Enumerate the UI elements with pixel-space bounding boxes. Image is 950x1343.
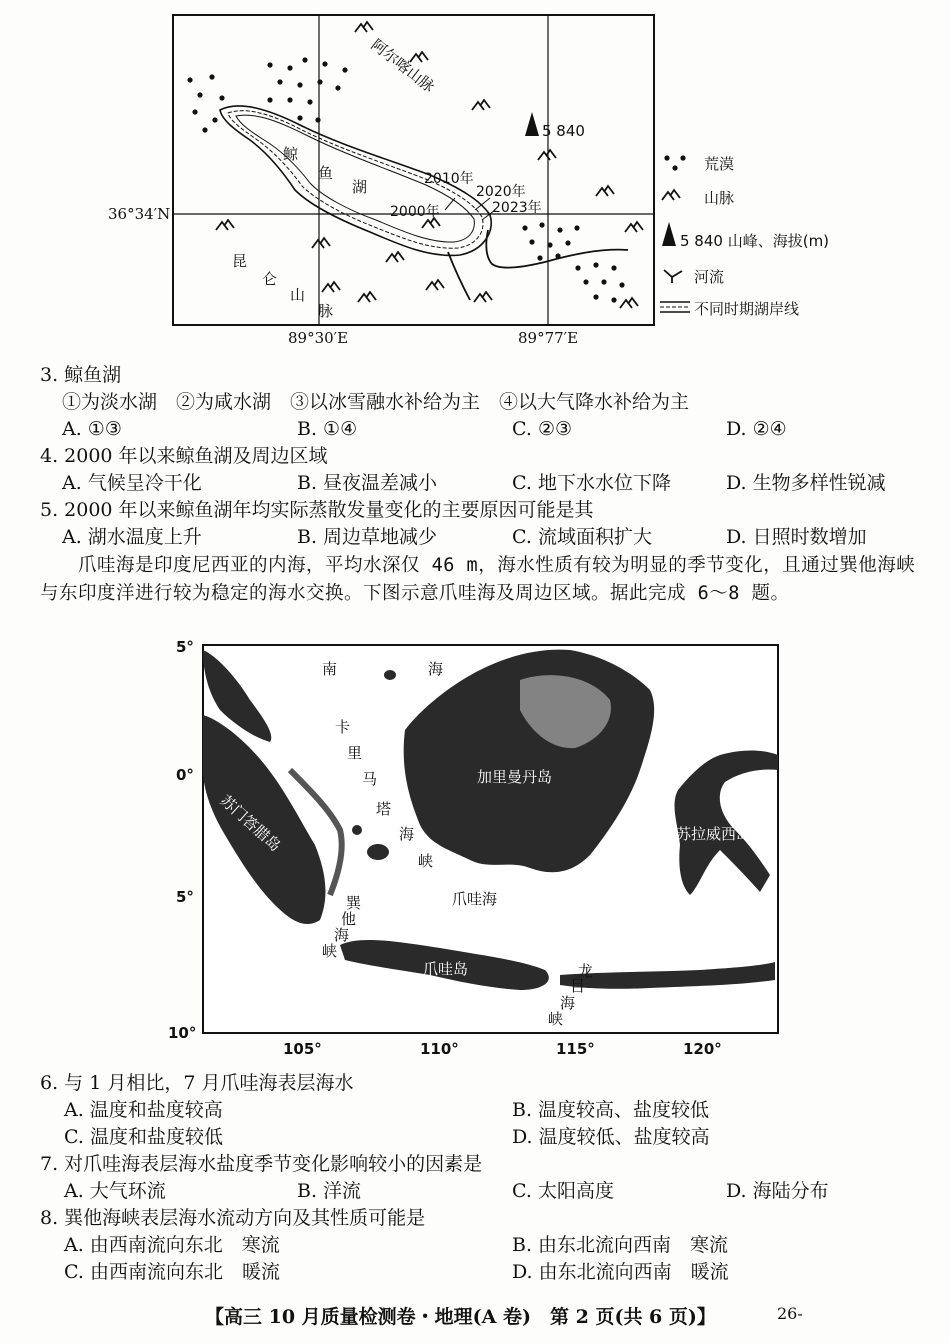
karimata-char-6: 峡 <box>418 852 434 870</box>
lombok-char-2: 目 <box>570 977 586 995</box>
q5-option-a[interactable]: A. 湖水温度上升 <box>62 526 202 548</box>
shoreline-2000-leader <box>445 198 455 210</box>
belitung-island <box>352 825 362 835</box>
mountain-symbols <box>216 22 643 308</box>
lon-label-115: 115° <box>556 1040 595 1058</box>
sulawesi-label: 苏拉威西岛 <box>676 825 752 843</box>
desert-dots-nw <box>187 57 347 132</box>
lon-label-1: 89°30′E <box>288 329 349 347</box>
q5-option-b[interactable]: B. 周边草地减少 <box>297 526 438 548</box>
q4-option-d[interactable]: D. 生物多样性锐减 <box>726 472 886 494</box>
q8-option-c[interactable]: C. 由西南流向东北 暖流 <box>64 1261 280 1283</box>
mountain-south-char-4: 脉 <box>318 302 334 320</box>
sumatra-label: 苏门答腊岛 <box>216 791 285 856</box>
q6-option-c[interactable]: C. 温度和盐度较低 <box>64 1126 223 1148</box>
q8-option-b[interactable]: B. 由东北流向西南 寒流 <box>512 1234 729 1256</box>
lat-label-10s: 10° <box>168 1024 197 1042</box>
q8-option-d[interactable]: D. 由东北流向西南 暖流 <box>512 1261 729 1283</box>
legend-desert-label: 荒漠 <box>704 155 735 173</box>
footer-title: 【高三 10 月质量检测卷・地理(A 卷) 第 2 页(共 6 页)】 <box>205 1306 716 1328</box>
q5-option-c[interactable]: C. 流域面积扩大 <box>512 526 652 548</box>
sunda-char-1: 巽 <box>346 894 362 912</box>
q3-option-c[interactable]: C. ②③ <box>512 418 573 440</box>
lat-label-5s: 5° <box>176 888 194 906</box>
desert-dots-se2 <box>575 262 624 302</box>
lombok-char-4: 峡 <box>548 1010 564 1028</box>
karimata-char-2: 里 <box>347 744 363 762</box>
lake-name-char-3: 湖 <box>352 178 368 196</box>
legend-desert-icon <box>664 155 685 170</box>
sunda-char-3: 海 <box>334 926 350 944</box>
legend-shoreline-icon <box>660 302 690 312</box>
lombok-char-3: 海 <box>560 994 576 1012</box>
legend-river-icon <box>664 270 682 283</box>
year-2023-label: 2023年 <box>492 200 542 216</box>
q3-stem: 3. 鲸鱼湖 <box>40 364 122 386</box>
peak-symbol <box>525 112 539 136</box>
lon-label-120: 120° <box>683 1040 722 1058</box>
year-2000-label: 2000年 <box>390 204 440 220</box>
legend-peak-icon <box>662 222 676 246</box>
year-2020-label: 2020年 <box>476 184 526 200</box>
lat-label-0: 0° <box>176 766 194 784</box>
q7-option-d[interactable]: D. 海陆分布 <box>726 1180 829 1202</box>
q4-stem: 4. 2000 年以来鲸鱼湖及周边区域 <box>40 445 328 467</box>
kalimantan-label: 加里曼丹岛 <box>477 768 553 786</box>
lake-map-svg <box>0 0 950 350</box>
karimata-char-4: 塔 <box>376 800 392 818</box>
south-sea-char-2: 海 <box>428 660 444 678</box>
q4-option-c[interactable]: C. 地下水水位下降 <box>512 472 671 494</box>
lon-label-2: 89°77′E <box>518 329 579 347</box>
lat-label-5n: 5° <box>176 638 194 656</box>
java-sea-label: 爪哇海 <box>452 890 498 908</box>
mountain-north-label: 阿尔喀山脉 <box>367 35 438 96</box>
q7-option-a[interactable]: A. 大气环流 <box>64 1180 166 1202</box>
lon-label-110: 110° <box>420 1040 459 1058</box>
lombok-char-1: 龙 <box>578 962 594 980</box>
bangka-island <box>367 844 389 860</box>
q7-stem: 7. 对爪哇海表层海水盐度季节变化影响较小的因素是 <box>40 1153 483 1175</box>
lon-label-105: 105° <box>283 1040 322 1058</box>
q6-option-a[interactable]: A. 温度和盐度较高 <box>64 1099 223 1121</box>
river-south <box>448 252 470 300</box>
south-sea-char-1: 南 <box>322 660 338 678</box>
q5-stem: 5. 2000 年以来鲸鱼湖年均实际蒸散发量变化的主要原因可能是其 <box>40 499 594 521</box>
q6-option-b[interactable]: B. 温度较高、盐度较低 <box>512 1099 710 1121</box>
q3-option-a[interactable]: A. ①③ <box>62 418 122 440</box>
natuna-island <box>384 670 396 680</box>
mountain-south-char-1: 昆 <box>232 252 248 270</box>
q8-stem: 8. 巽他海峡表层海水流动方向及其性质可能是 <box>40 1207 426 1229</box>
java-sea-map-svg <box>0 630 950 1060</box>
legend-mountain-icon <box>662 190 680 200</box>
sunda-char-2: 他 <box>341 910 357 928</box>
legend-shoreline-label: 不同时期湖岸线 <box>694 300 800 318</box>
java-label: 爪哇岛 <box>423 960 469 978</box>
q8-option-a[interactable]: A. 由西南流向东北 寒流 <box>64 1234 280 1256</box>
footer-code: 26- <box>777 1304 803 1323</box>
peak-label: 5 840 <box>542 122 585 140</box>
q3-option-b[interactable]: B. ①④ <box>297 418 358 440</box>
passage-java-sea: 爪哇海是印度尼西亚的内海，平均水深仅 46 m，海水性质有较为明显的季节变化，且通过巽他海峡与东印度洋进行较为稳定的海水交换。下图示意爪哇海及周边区域。据此完成 6～8 题。 <box>40 555 916 604</box>
q4-option-a[interactable]: A. 气候呈冷干化 <box>62 472 202 494</box>
q3-statements: ①为淡水湖 ②为咸水湖 ③以冰雪融水补给为主 ④以大气降水补给为主 <box>62 391 690 413</box>
q6-option-d[interactable]: D. 温度较低、盐度较高 <box>512 1126 710 1148</box>
legend-river-label: 河流 <box>694 268 725 286</box>
legend-peak-label: 5 840 山峰、海拔(m) <box>680 232 830 250</box>
year-2010-label: 2010年 <box>424 171 474 187</box>
q7-option-c[interactable]: C. 太阳高度 <box>512 1180 614 1202</box>
legend-mountain-label: 山脉 <box>704 189 735 207</box>
mountain-south-char-3: 山 <box>290 286 306 304</box>
river-east <box>486 230 628 268</box>
q5-option-d[interactable]: D. 日照时数增加 <box>726 526 867 548</box>
lake-name-char-1: 鲸 <box>283 145 299 163</box>
q4-option-b[interactable]: B. 昼夜温差减小 <box>297 472 438 494</box>
page-footer <box>0 1300 950 1330</box>
karimata-char-1: 卡 <box>335 718 351 736</box>
mountain-south-char-2: 仑 <box>262 270 278 288</box>
karimata-char-5: 海 <box>399 825 415 843</box>
lake-name-char-2: 鱼 <box>318 164 334 182</box>
java-sea-map <box>0 630 950 1060</box>
q6-stem: 6. 与 1 月相比，7 月爪哇海表层海水 <box>40 1072 354 1094</box>
lake-map <box>0 0 950 350</box>
sunda-char-4: 峡 <box>322 942 338 960</box>
lat-label: 36°34′N <box>108 205 171 223</box>
karimata-char-3: 马 <box>362 770 378 788</box>
q7-option-b[interactable]: B. 洋流 <box>297 1180 362 1202</box>
q3-option-d[interactable]: D. ②④ <box>726 418 787 440</box>
